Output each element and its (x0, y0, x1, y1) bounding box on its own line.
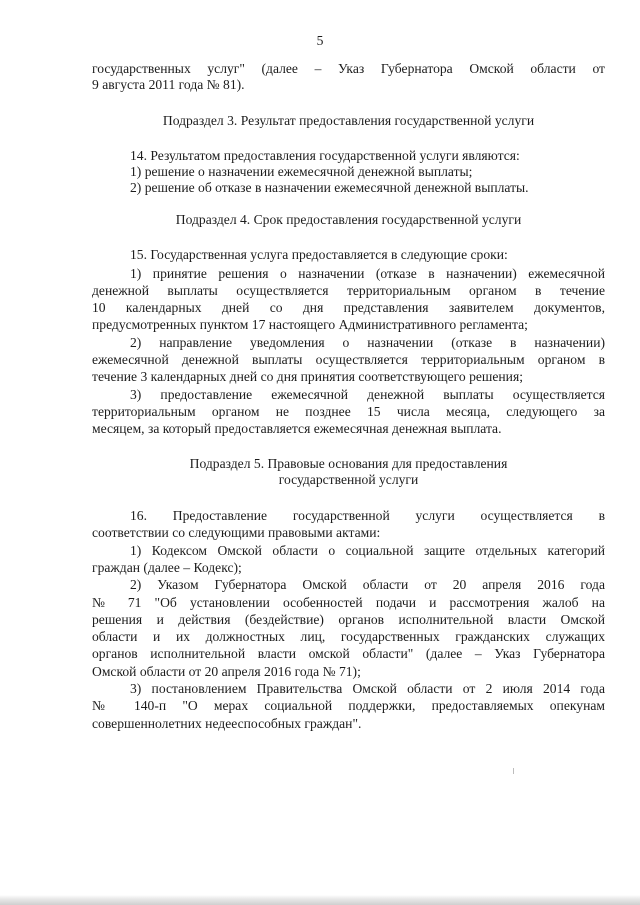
section-4-title: Подраздел 4. Срок предоставления государственной услуги (175, 212, 522, 227)
page-number: 5 (316, 33, 324, 48)
section-5-title-cont: государственной услуги (278, 472, 419, 487)
body-line: предусмотренных пунктом 17 настоящего Административного регламента; (92, 317, 528, 332)
paragraph-16: 16. Предоставление государственной услуги осуществляется в (130, 508, 605, 523)
list-item: 3) предоставление ежемесячной денежной выплаты осуществляется (130, 387, 605, 402)
body-line: месяцем, за который предоставляется ежемесячная денежная выплата. (92, 421, 502, 436)
body-line: граждан (далее – Кодекс); (92, 560, 242, 575)
scan-speck (513, 768, 514, 774)
body-line: денежной выплаты осуществляется территориальным органом в течение (92, 283, 605, 298)
list-item: 1) принятие решения о назначении (отказе в назначении) ежемесячной (130, 266, 605, 281)
body-line: Омской области от 20 апреля 2016 года № 71); (92, 664, 361, 679)
section-3-title: Подраздел 3. Результат предоставления государственной услуги (162, 113, 535, 128)
paragraph-14: 14. Результатом предоставления государственной услуги являются: (130, 148, 520, 163)
list-item: 1) Кодексом Омской области о социальной защите отдельных категорий (130, 543, 605, 558)
body-line: соответствии со следующими правовыми актами: (92, 525, 381, 540)
body-line: области и их должностных лиц, государственных гражданских служащих (92, 629, 605, 644)
body-line: органов исполнительной власти омской области" (далее – Указ Губернатора (92, 646, 605, 661)
list-item: 2) Указом Губернатора Омской области от 20 апреля 2016 года (130, 577, 605, 592)
list-item: 1) решение о назначении ежемесячной денежной выплаты; (130, 164, 473, 179)
body-line: ежемесячной денежной выплаты осуществляется территориальным органом в (92, 352, 605, 367)
body-line: № 140-п "О мерах социальной поддержки, предоставляемых опекунам (92, 698, 605, 713)
body-line: № 71 "Об установлении особенностей подачи и рассмотрения жалоб на (92, 595, 605, 610)
paragraph-15: 15. Государственная услуга предоставляется в следующие сроки: (130, 247, 508, 262)
body-line: 10 календарных дней со дня представления заявителем документов, (92, 300, 605, 315)
list-item: 3) постановлением Правительства Омской области от 2 июля 2014 года (130, 681, 605, 696)
body-line: решения и действия (бездействие) органов исполнительной власти Омской (92, 612, 605, 627)
body-line: течение 3 календарных дней со дня принятия соответствующего решения; (92, 369, 523, 384)
body-line: территориальным органом не позднее 15 числа месяца, следующего за (92, 404, 605, 419)
body-line: государственных услуг" (далее – Указ Губернатора Омской области от (92, 61, 605, 76)
list-item: 2) решение об отказе в назначении ежемесячной денежной выплаты. (130, 180, 529, 195)
body-line: совершеннолетних недееспособных граждан". (92, 716, 362, 731)
section-5-title: Подраздел 5. Правовые основания для предоставления (189, 456, 508, 471)
list-item: 2) направление уведомления о назначении (отказе в назначении) (130, 335, 605, 350)
scan-bottom-edge (0, 895, 640, 905)
body-line: 9 августа 2011 года № 81). (92, 77, 245, 92)
